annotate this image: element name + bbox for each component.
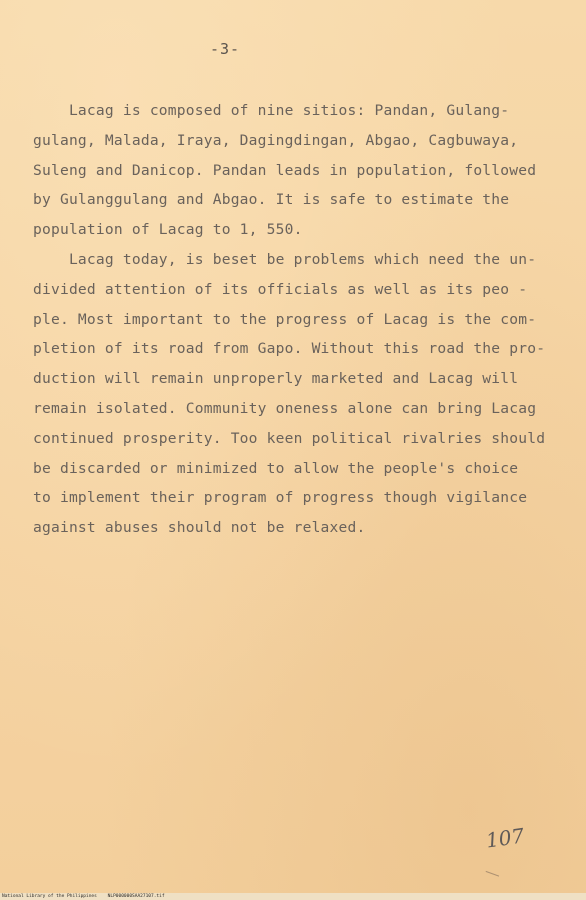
text-line: ple. Most important to the progress of Lacag is the com- bbox=[33, 310, 537, 328]
text-line: against abuses should not be relaxed. bbox=[33, 519, 366, 537]
text-line: by Gulanggulang and Abgao. It is safe to estimate the bbox=[33, 191, 510, 209]
text-line: gulang, Malada, Iraya, Dagingdingan, Abgao, Cagbuwaya, bbox=[33, 131, 519, 149]
text-line: to implement their program of progress though vigilance bbox=[33, 489, 528, 507]
paragraph-2 bbox=[33, 245, 553, 543]
paragraph-1 bbox=[33, 96, 553, 245]
text-line: be discarded or minimized to allow the people's choice bbox=[33, 459, 519, 477]
body-text bbox=[33, 96, 553, 543]
archive-footer: National Library of the Philippines NLP000000SAA27107.tif bbox=[2, 894, 165, 899]
text-line: pletion of its road from Gapo. Without this road the pro- bbox=[33, 340, 546, 358]
text-line: divided attention of its officials as well as its peo - bbox=[33, 280, 528, 298]
handwritten-page-number: 107 bbox=[484, 823, 526, 853]
text-line: Lacag is composed of nine sitios: Pandan, Gulang- bbox=[33, 102, 510, 119]
pencil-mark bbox=[483, 871, 499, 884]
text-line: duction will remain unproperly marketed and Lacag will bbox=[33, 370, 519, 388]
text-line: remain isolated. Community oneness alone can bring Lacag bbox=[33, 399, 537, 417]
page-number: -3- bbox=[210, 40, 241, 58]
text-line: population of Lacag to 1, 550. bbox=[33, 221, 303, 239]
text-line: continued prosperity. Too keen political rivalries should bbox=[33, 429, 546, 447]
text-line: Suleng and Danicop. Pandan leads in population, followed bbox=[33, 161, 537, 179]
text-line: Lacag today, is beset be problems which need the un- bbox=[33, 250, 537, 268]
